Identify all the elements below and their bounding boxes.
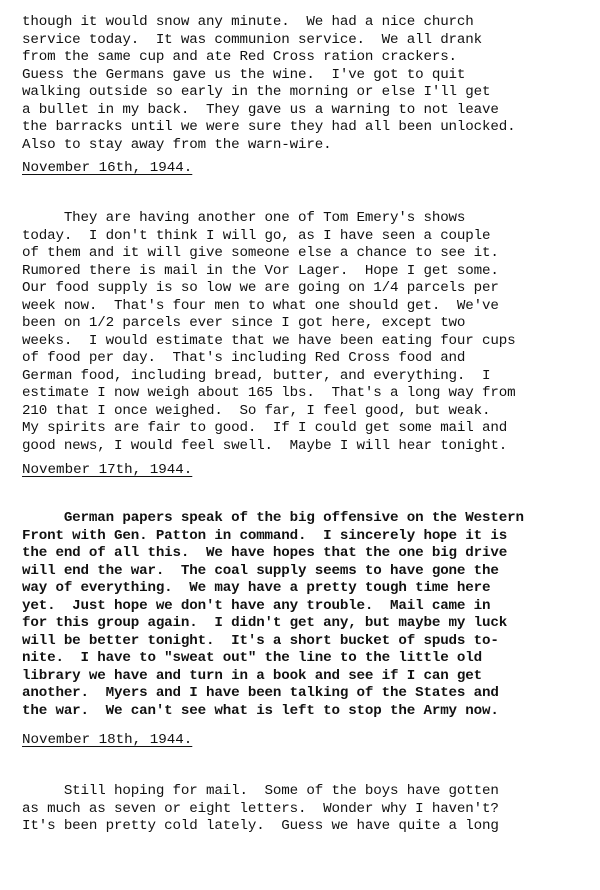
entry-line: will be better tonight. It's a short bucket of spuds to- [22,633,499,649]
entry-line: German papers speak of the big offensive on the Western [22,510,524,526]
entry-date-heading: November 16th, 1944. [22,160,193,176]
entry-line: German food, including bread, butter, and everything. I [22,368,491,384]
entry-line: It's been pretty cold lately. Guess we have quite a long [22,818,499,834]
entry-line: They are having another one of Tom Emery's shows [22,210,466,226]
entry-line: the end of all this. We have hopes that the one big drive [22,545,508,561]
intro-line: a bullet in my back. They gave us a warning to not leave [22,102,499,118]
entry-line: Our food supply is so low we are going on 1/4 parcels per [22,280,499,296]
entry-line: yet. Just hope we don't have any trouble. Mail came in [22,598,491,614]
entry-line: the war. We can't see what is left to stop the Army now. [22,703,499,719]
entry-date-heading: November 18th, 1944. [22,732,193,748]
entry-line: My spirits are fair to good. If I could get some mail and [22,420,508,436]
entry-line: another. Myers and I have been talking of the States and [22,685,499,701]
entry-line: for this group again. I didn't get any, but maybe my luck [22,615,508,631]
entry-line: 210 that I once weighed. So far, I feel good, but weak. [22,403,491,419]
entry-line: estimate I now weigh about 165 lbs. That's a long way from [22,385,516,401]
intro-line: though it would snow any minute. We had a nice church [22,14,474,30]
entry-line: weeks. I would estimate that we have been eating four cups [22,333,516,349]
intro-line: from the same cup and ate Red Cross ration crackers. [22,49,457,65]
intro-line: walking outside so early in the morning or else I'll get [22,84,491,100]
entry-line: Rumored there is mail in the Vor Lager. Hope I get some. [22,263,499,279]
entry-line: as much as seven or eight letters. Wonder why I haven't? [22,801,499,817]
entry-line: Still hoping for mail. Some of the boys have gotten [22,783,499,799]
entry-line: nite. I have to "sweat out" the line to the little old [22,650,483,666]
entry-line: of food per day. That's including Red Cross food and [22,350,466,366]
entry-line: been on 1/2 parcels ever since I got here, except two [22,315,466,331]
intro-line: the barracks until we were sure they had all been unlocked. [22,119,516,135]
intro-line: Guess the Germans gave us the wine. I've got to quit [22,67,466,83]
entry-line: way of everything. We may have a pretty tough time here [22,580,491,596]
entry-line: today. I don't think I will go, as I have seen a couple [22,228,491,244]
entry-line: Front with Gen. Patton in command. I sincerely hope it is [22,528,508,544]
intro-line: Also to stay away from the warn-wire. [22,137,332,153]
entry-date-heading: November 17th, 1944. [22,462,193,478]
entry-line: of them and it will give someone else a chance to see it. [22,245,499,261]
entry-line: good news, I would feel swell. Maybe I will hear tonight. [22,438,508,454]
intro-line: service today. It was communion service. We all drank [22,32,483,48]
entry-line: library we have and turn in a book and see if I can get [22,668,483,684]
entry-line: will end the war. The coal supply seems to have gone the [22,563,499,579]
entry-line: week now. That's four men to what one should get. We've [22,298,499,314]
